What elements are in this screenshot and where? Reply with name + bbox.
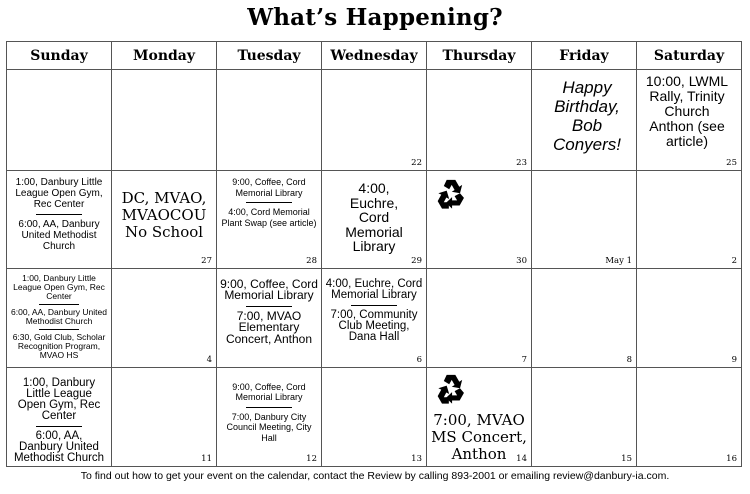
event-little-league: 1:00, Danbury Little League Open Gym, Rec Center: [17, 376, 101, 422]
day-cell: [217, 171, 322, 268]
day-cell: [532, 367, 637, 466]
day-header-tuesday: Tuesday: [217, 42, 322, 70]
day-number: 6: [416, 354, 422, 365]
day-cell: [7, 367, 112, 466]
event-little-league: 1:00, Danbury Little League Open Gym, Rec Center: [13, 272, 105, 301]
event-little-league: 1:00, Danbury Little League Open Gym, Rec Center: [15, 177, 103, 211]
day-cell: [112, 268, 217, 367]
day-number: 4: [206, 354, 212, 365]
day-header-monday: Monday: [112, 42, 217, 70]
day-number: 2: [731, 255, 737, 266]
day-number: May 1: [605, 255, 632, 266]
event-city-council: 7:00, Danbury City Council Meeting, City Hall: [226, 411, 312, 443]
day-header-saturday: Saturday: [637, 42, 742, 70]
event-no-school: DC, MVAO, MVAOCOU No School: [121, 189, 207, 242]
event-coffee: 9:00, Coffee, Cord Memorial Library: [232, 177, 306, 198]
event-community-club: 7:00, Community Club Meeting, Dana Hall: [330, 308, 418, 343]
divider: [246, 407, 292, 408]
day-number: 9: [731, 354, 737, 365]
calendar: [6, 41, 742, 467]
divider: [246, 202, 292, 203]
event-coffee: 9:00, Coffee, Cord Memorial Library: [220, 276, 318, 303]
day-number: 23: [516, 158, 527, 169]
divider: [36, 426, 82, 427]
day-header-wednesday: Wednesday: [322, 42, 427, 70]
event-birthday: Happy Birthday, Bob Conyers!: [552, 78, 622, 155]
week-row: [7, 367, 742, 466]
divider: [246, 306, 292, 307]
footer-note: To find out how to get your event on the calendar, contact the Review by calling 893-2001 or emailing review@danbury-ia.com.: [80, 470, 670, 482]
day-cell: [112, 171, 217, 268]
day-cell: [322, 70, 427, 171]
day-header-thursday: Thursday: [427, 42, 532, 70]
day-cell: [637, 268, 742, 367]
event-lwml-rally: 10:00, LWML Rally, Trinity Church Anthon (see article): [645, 73, 729, 150]
day-cell: [637, 171, 742, 268]
day-cell: [112, 70, 217, 171]
day-cell: [637, 367, 742, 466]
day-number: 25: [726, 158, 737, 169]
event-aa: 6:00, AA, Danbury United Methodist Church: [18, 219, 100, 253]
day-cell: [7, 171, 112, 268]
day-cell: [322, 367, 427, 466]
day-number: 8: [626, 354, 632, 365]
event-plant-swap: 4:00, Cord Memorial Plant Swap (see article): [221, 207, 317, 228]
day-cell: [427, 70, 532, 171]
day-number: 27: [201, 255, 212, 266]
event-coffee: 9:00, Coffee, Cord Memorial Library: [232, 381, 306, 403]
day-cell: [112, 367, 217, 466]
event-aa: 6:00, AA, Danbury United Methodist Church: [13, 429, 105, 464]
recycle-icon: [433, 177, 469, 213]
day-number: 13: [411, 454, 422, 464]
divider: [36, 214, 82, 215]
day-cell: [322, 171, 427, 268]
day-cell: [427, 171, 532, 268]
weekday-header-row: [7, 42, 742, 70]
day-number: 12: [306, 454, 317, 464]
day-cell: [532, 268, 637, 367]
day-cell: [322, 268, 427, 367]
day-cell: [7, 268, 112, 367]
divider: [351, 305, 397, 306]
recycle-icon: [433, 372, 469, 408]
day-number: 30: [516, 255, 527, 266]
day-number: 7: [521, 354, 527, 365]
day-cell: [532, 171, 637, 268]
week-row: [7, 171, 742, 268]
day-header-friday: Friday: [532, 42, 637, 70]
day-number: 22: [411, 158, 422, 169]
divider: [39, 304, 79, 305]
day-number: 16: [726, 454, 737, 464]
day-number: 11: [201, 454, 212, 464]
day-number: 28: [306, 255, 317, 266]
day-header-sunday: Sunday: [7, 42, 112, 70]
day-cell: [427, 268, 532, 367]
day-cell: [532, 70, 637, 171]
day-cell: [637, 70, 742, 171]
event-gold-club: 6:30, Gold Club, Scholar Recognition Program, MVAO HS: [12, 331, 106, 360]
event-elementary-concert: 7:00, MVAO Elementary Concert, Anthon: [225, 308, 313, 346]
day-cell: [217, 367, 322, 466]
week-row: [7, 70, 742, 171]
day-cell: [217, 70, 322, 171]
event-euchre: 4:00, Euchre, Cord Memorial Library: [325, 277, 423, 301]
week-row: [7, 268, 742, 367]
event-ms-concert: 7:00, MVAO MS Concert, Anthon: [431, 410, 527, 463]
event-euchre: 4:00, Euchre, Cord Memorial Library: [345, 180, 403, 255]
day-cell: [7, 70, 112, 171]
day-cell: [427, 367, 532, 466]
divider: [39, 329, 79, 330]
day-cell: [217, 268, 322, 367]
day-number: 14: [516, 454, 527, 464]
page-title: What’s Happening?: [247, 4, 503, 31]
day-number: 29: [411, 255, 422, 266]
day-number: 15: [621, 454, 632, 464]
event-aa: 6:00, AA, Danbury United Methodist Church: [11, 306, 107, 326]
